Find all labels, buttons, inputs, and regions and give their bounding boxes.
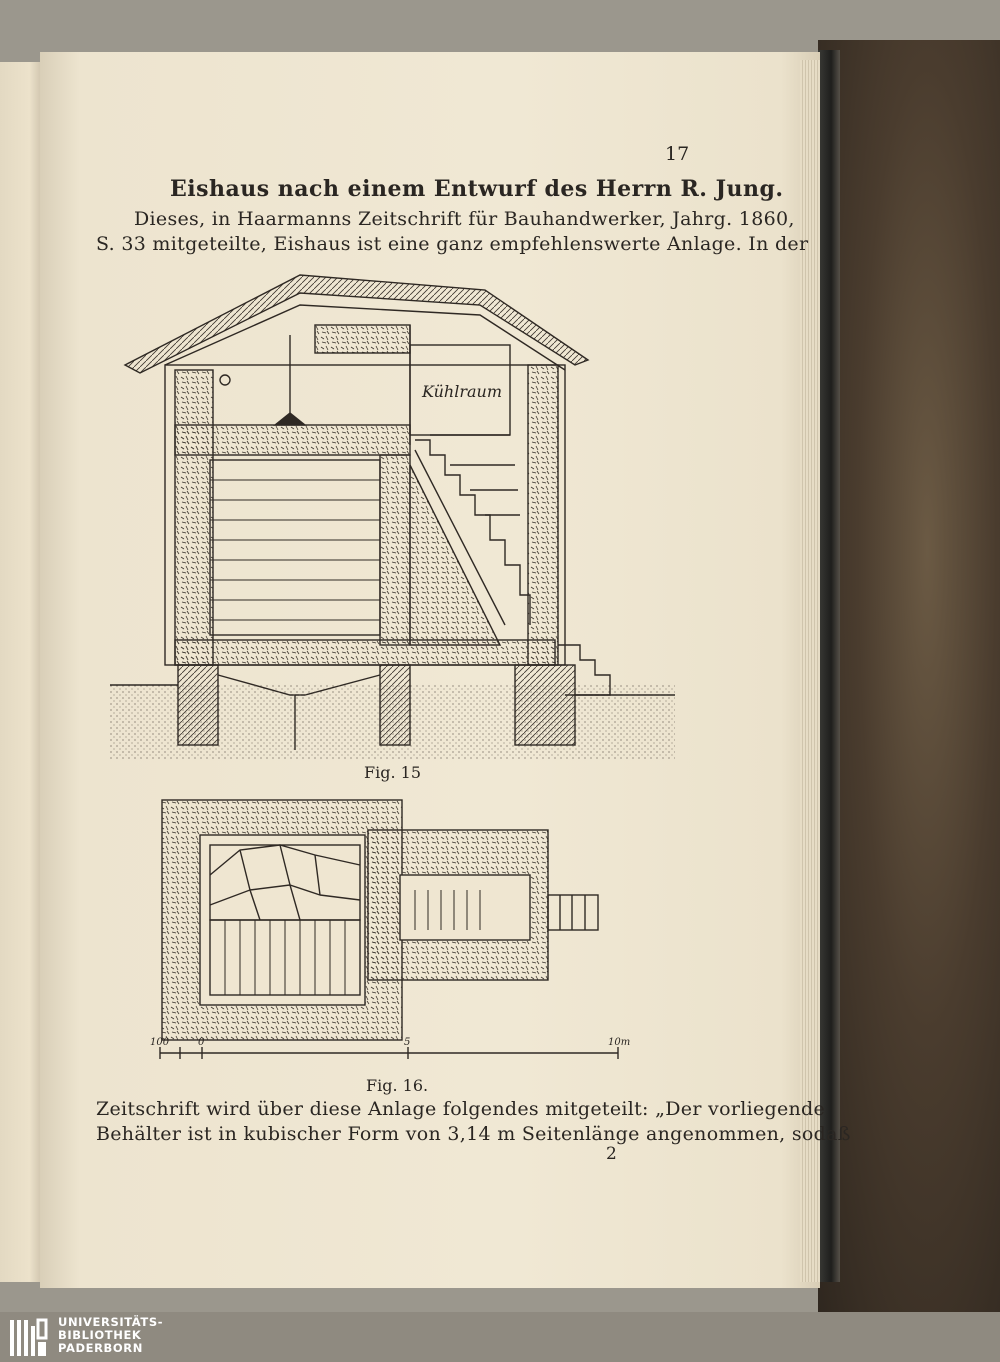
fig15-room-label: Kühlraum bbox=[422, 382, 502, 401]
figure-16-plan-drawing bbox=[150, 795, 650, 1070]
library-logo-icon bbox=[8, 1318, 48, 1358]
scale-label-mid: 5 bbox=[404, 1037, 411, 1048]
scale-label-left: 100 bbox=[150, 1037, 170, 1048]
figure-15-section-drawing bbox=[110, 265, 675, 765]
intro-line-2: S. 33 mitgeteilte, Eishaus ist eine ganz empfehlenswerte Anlage. In der bbox=[96, 233, 809, 255]
scale-label-zero: 0 bbox=[198, 1037, 205, 1048]
library-name-line-3: PADERBORN bbox=[58, 1341, 143, 1355]
scale-label-end: 10m bbox=[608, 1037, 631, 1048]
outro-line-1: Zeitschrift wird über diese Anlage folgendes mitgeteilt: „Der vorliegende bbox=[96, 1098, 826, 1120]
page-number: 17 bbox=[665, 143, 690, 165]
intro-line-1: Dieses, in Haarmanns Zeitschrift für Bauhandwerker, Jahrg. 1860, bbox=[134, 208, 795, 230]
library-name-line-1: UNIVERSITÄTS- bbox=[58, 1315, 164, 1329]
book-cover-right bbox=[818, 40, 1000, 1312]
folio-signature: 2 bbox=[606, 1144, 617, 1164]
fig15-caption: Fig. 15 bbox=[364, 763, 421, 782]
section-heading: Eishaus nach einem Entwurf des Herrn R. Jung. bbox=[170, 176, 784, 202]
left-page-edge bbox=[0, 62, 44, 1282]
library-name-line-2: BIBLIOTHEK bbox=[58, 1328, 142, 1342]
library-name bbox=[58, 1316, 163, 1355]
outro-line-2: Behälter ist in kubischer Form von 3,14 m Seitenlänge angenommen, sodaß bbox=[96, 1123, 851, 1145]
fig16-caption: Fig. 16. bbox=[366, 1076, 429, 1095]
